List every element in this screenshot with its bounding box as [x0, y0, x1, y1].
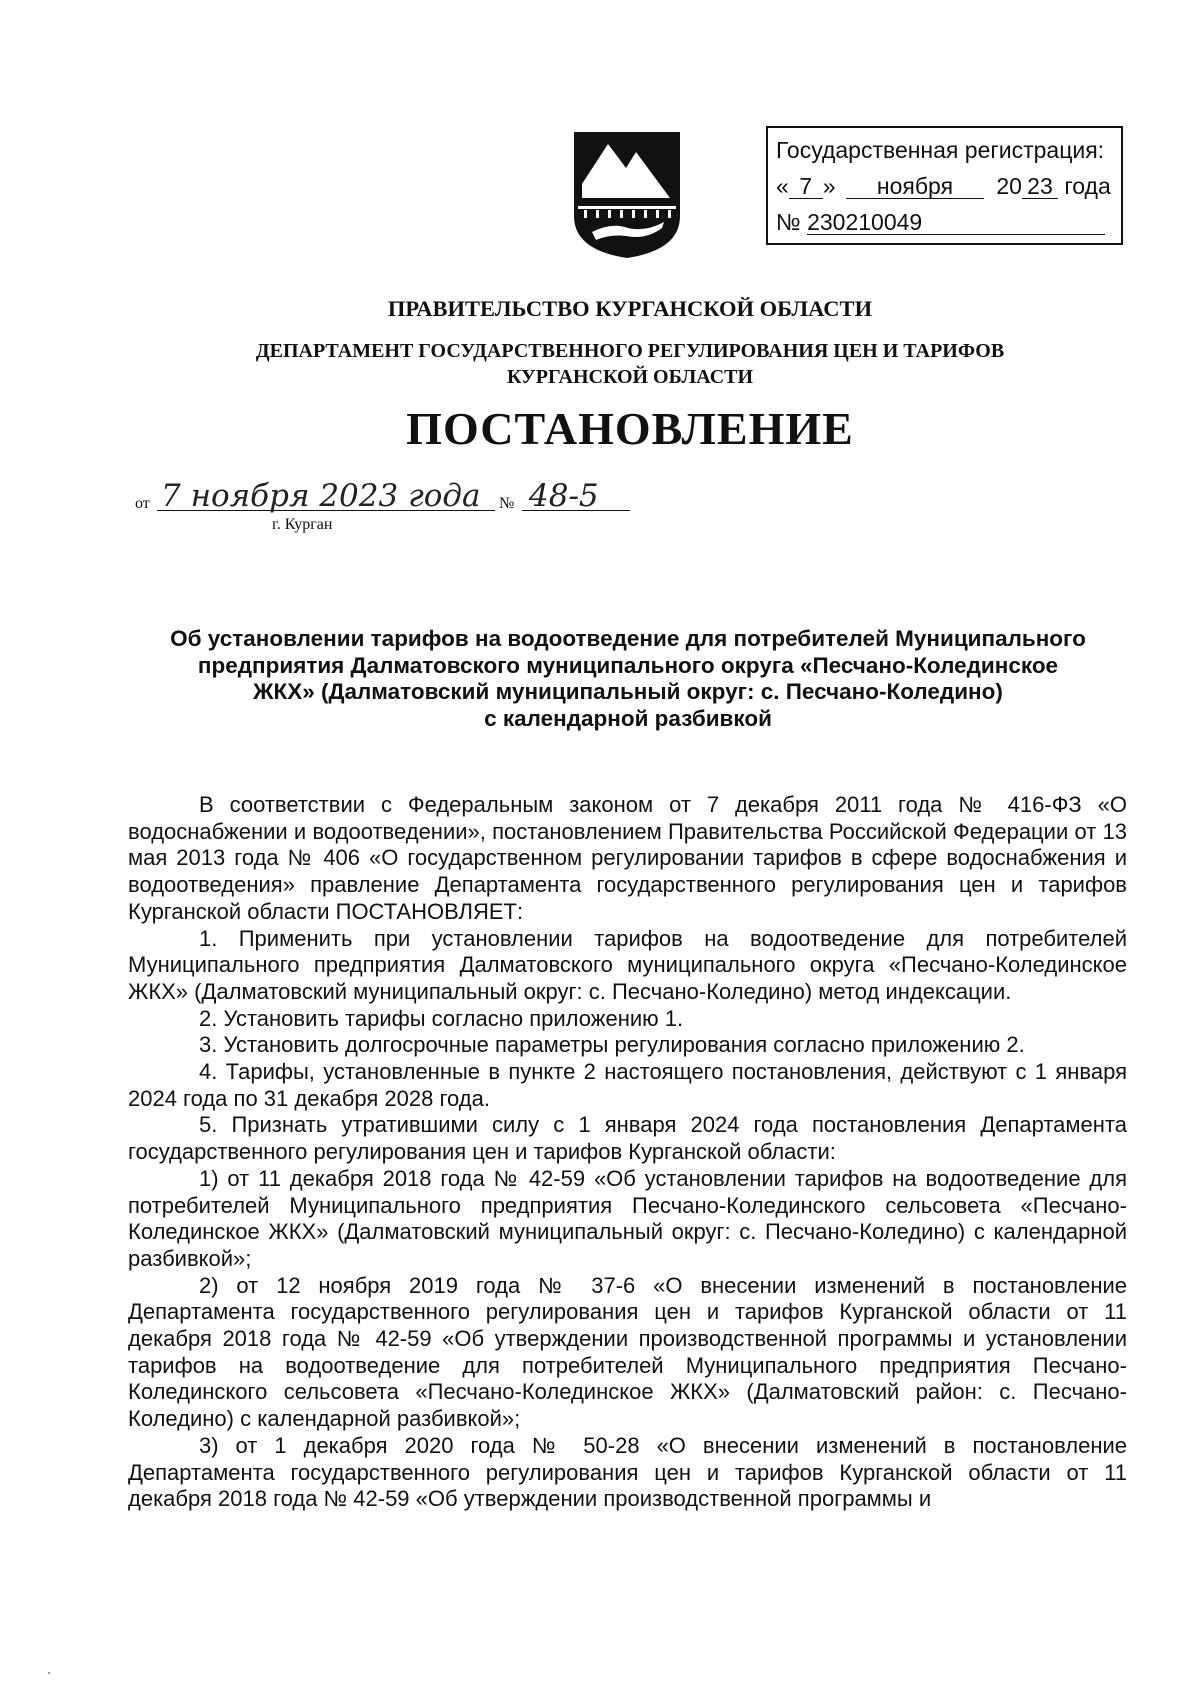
doc-number-label: №	[499, 495, 515, 512]
body-paragraph-item-2: 2. Установить тарифы согласно приложению 1.	[199, 1005, 684, 1031]
document-body	[128, 792, 1127, 1513]
government-heading: ПРАВИТЕЛЬСТВО КУРГАНСКОЙ ОБЛАСТИ	[387, 296, 873, 321]
registration-month: ноября	[846, 174, 984, 199]
document-title	[128, 626, 1128, 732]
body-paragraph-preamble: В соответствии с Федеральным законом от 7 декабря 2011 года № 416-ФЗ «О водоснабжении и водоотведении», постановлением Правительства Российской Федерации от 13 мая 2013 года № 406 «О государственном регулировании тарифов в сфере водоснабжения и водоотведения» правление Департамента государственного регулирования цен и тарифов Курганской области ПОСТАНОВЛЯЕТ:	[128, 792, 1127, 924]
coat-of-arms-emblem	[568, 128, 686, 262]
registration-number-label: №	[776, 209, 801, 235]
registration-quote-close: »	[822, 173, 836, 199]
registration-year-prefix: 20	[996, 173, 1022, 199]
department-heading	[0, 338, 1200, 390]
registration-label: Государственная регистрация:	[776, 137, 1105, 163]
registration-quote-open: «	[776, 173, 789, 199]
registration-year-suffix: 23	[1022, 174, 1058, 199]
city-label: г. Курган	[272, 516, 333, 533]
document-title-line2: предприятия Далматовского муниципального округа «Песчано-Колединское	[197, 652, 1059, 678]
document-title-line4: с календарной разбивкой	[484, 705, 772, 731]
body-paragraph-item-5: 5. Признать утратившими силу с 1 января 2024 года постановления Департамента государственного регулирования цен и тарифов Курганской области:	[128, 1112, 1127, 1165]
handwritten-date: 7 ноября 2023 года	[161, 478, 481, 514]
registration-number-row	[776, 204, 1113, 240]
body-paragraph-subitem-3: 3) от 1 декабря 2020 года № 50-28 «О внесении изменений в постановление Департамента государственного регулирования цен и тарифов Курганской области от 11 декабря 2018 года № 42-59 «Об утверждении производственной программы и	[128, 1432, 1127, 1512]
registration-date-row	[776, 168, 1113, 204]
body-paragraph-item-1: 1. Применить при установлении тарифов на водоотведение для потребителей Муниципального предприятия Далматовского муниципального округа «Песчано-Колединское ЖКХ» (Далматовский муниципальный округ: с. Песчано-Коледино) метод индексации.	[128, 925, 1127, 1004]
body-paragraph-item-4: 4. Тарифы, установленные в пункте 2 настоящего постановления, действуют с 1 января 2024 года по 31 декабря 2028 года.	[128, 1059, 1127, 1111]
registration-day: 7	[789, 174, 823, 199]
department-heading-line2: КУРГАНСКОЙ ОБЛАСТИ	[506, 366, 754, 388]
scan-speck	[48, 1672, 50, 1674]
document-title-line1: Об установлении тарифов на водоотведение для потребителей Муниципального	[170, 626, 1086, 651]
registration-number: 230210049	[807, 210, 1105, 235]
date-from-label: от	[135, 495, 150, 512]
body-paragraph-subitem-1: 1) от 11 декабря 2018 года № 42-59 «Об установлении тарифов на водоотведение для потребителей Муниципального предприятия Песчано-Колединского сельсовета «Песчано-Колединское ЖКХ» (Далматовский муниципальный округ: с. Песчано-Коледино) с календарной разбивкой»;	[128, 1165, 1127, 1271]
department-heading-line1: ДЕПАРТАМЕНТ ГОСУДАРСТВЕННОГО РЕГУЛИРОВАНИЯ ЦЕН И ТАРИФОВ	[255, 340, 1005, 362]
registration-stamp	[766, 126, 1123, 245]
body-paragraph-item-3: 3. Установить долгосрочные параметры регулирования согласно приложению 2.	[199, 1032, 1025, 1058]
document-title-line3: ЖКХ» (Далматовский муниципальный округ: с. Песчано-Коледино)	[253, 679, 1003, 704]
document-type-heading: ПОСТАНОВЛЕНИЕ	[406, 403, 854, 454]
registration-year-word: года	[1064, 173, 1111, 199]
body-paragraph-subitem-2: 2) от 12 ноября 2019 года № 37-6 «О внесении изменений в постановление Департамента государственного регулирования цен и тарифов Курганской области от 11 декабря 2018 года № 42-59 «Об утверждении производственной программы и установлении тарифов на водоотведение для потребителей Муниципального предприятия Песчано-Колединского сельсовета «Песчано-Колединское ЖКХ» (Далматовский район: с. Песчано-Коледино) с календарной разбивкой»;	[128, 1272, 1127, 1432]
handwritten-doc-number: 48-5	[529, 478, 599, 514]
